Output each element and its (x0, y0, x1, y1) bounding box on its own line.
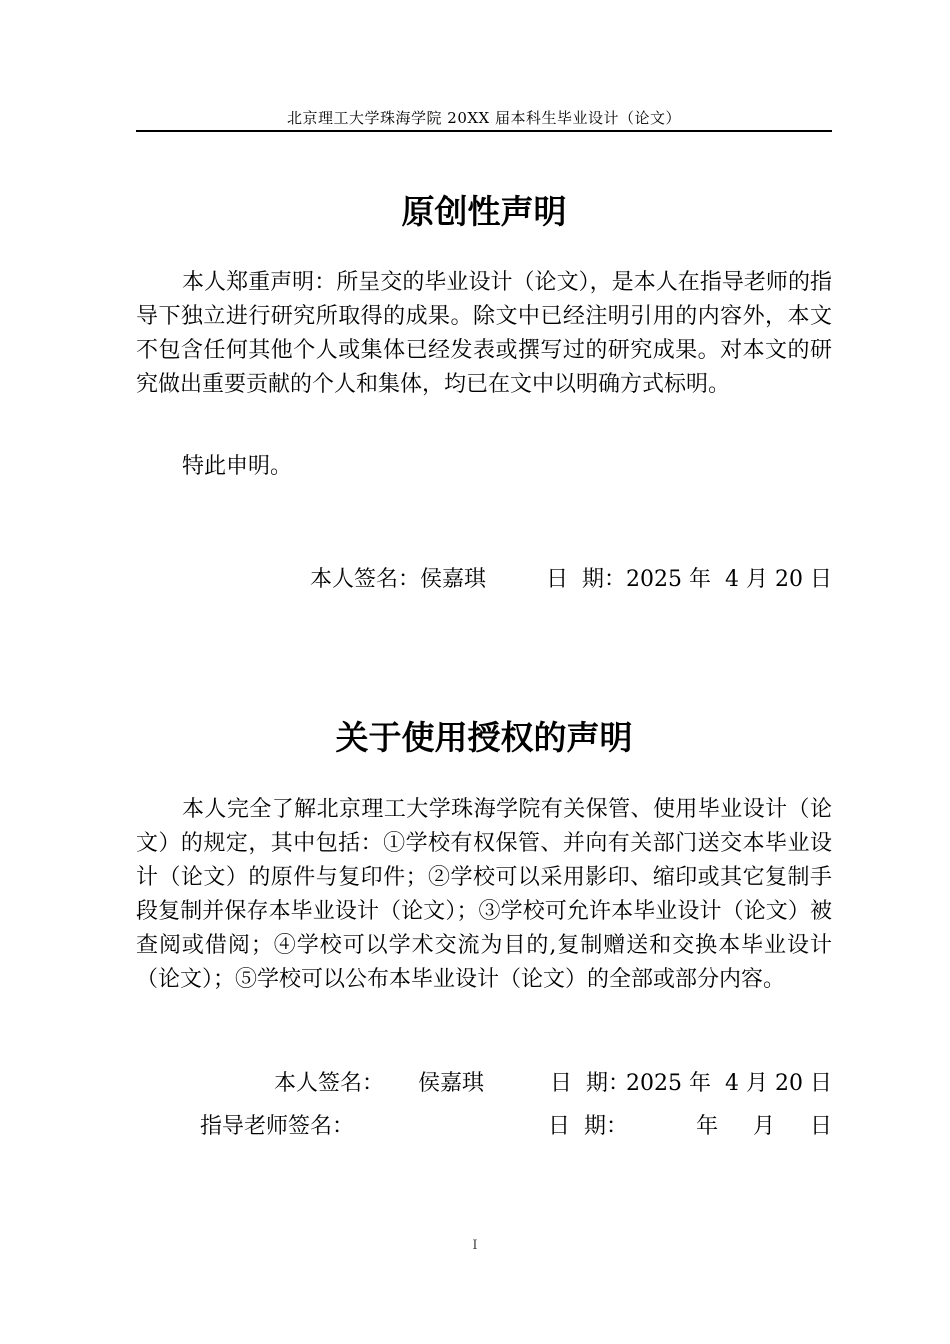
author-signature-label: 本人签名： (274, 1071, 385, 1096)
advisor-signature-label: 指导老师签名： (200, 1114, 355, 1139)
author-signature-row (136, 1067, 832, 1101)
originality-closing: 特此申明。 (182, 454, 293, 479)
originality-title: 原创性声明 (401, 192, 567, 231)
advisor-date-label: 日 期： (548, 1114, 628, 1139)
header-divider (136, 130, 832, 132)
author-date: 2025 年 4 月 20 日 (626, 1071, 832, 1096)
page-number: I (472, 1238, 478, 1253)
originality-signature: 本人签名：侯嘉琪 (310, 567, 487, 592)
advisor-date: 年 月 日 (696, 1114, 832, 1139)
originality-date: 日 期：2025 年 4 月 20 日 (546, 567, 832, 592)
author-date-label: 日 期： (550, 1071, 630, 1096)
advisor-signature-row (136, 1110, 832, 1144)
originality-body: 本人郑重声明：所呈交的毕业设计（论文），是本人在指导老师的指导下独立进行研究所取得的成果。除文中已经注明引用的内容外，本文不包含任何其他个人或集体已经发表或撰写过的研究成果。对本文的研究做出重要贡献的个人和集体，均已在文中以明确方式标明。 (136, 270, 832, 397)
page-header: 北京理工大学珠海学院 20XX 届本科生毕业设计（论文） (287, 109, 681, 127)
author-name: 侯嘉琪 (418, 1071, 485, 1096)
authorization-body: 本人完全了解北京理工大学珠海学院有关保管、使用毕业设计（论文）的规定，其中包括：①学校有权保管、并向有关部门送交本毕业设计（论文）的原件与复印件；②学校可以采用影印、缩印或其它复制手段复制并保存本毕业设计（论文）；③学校可允许本毕业设计（论文）被查阅或借阅；④学校可以学术交流为目的,复制赠送和交换本毕业设计（论文）；⑤学校可以公布本毕业设计（论文）的全部或部分内容。 (136, 797, 832, 992)
originality-signature-row (136, 563, 832, 597)
authorization-title: 关于使用授权的声明 (335, 718, 633, 757)
